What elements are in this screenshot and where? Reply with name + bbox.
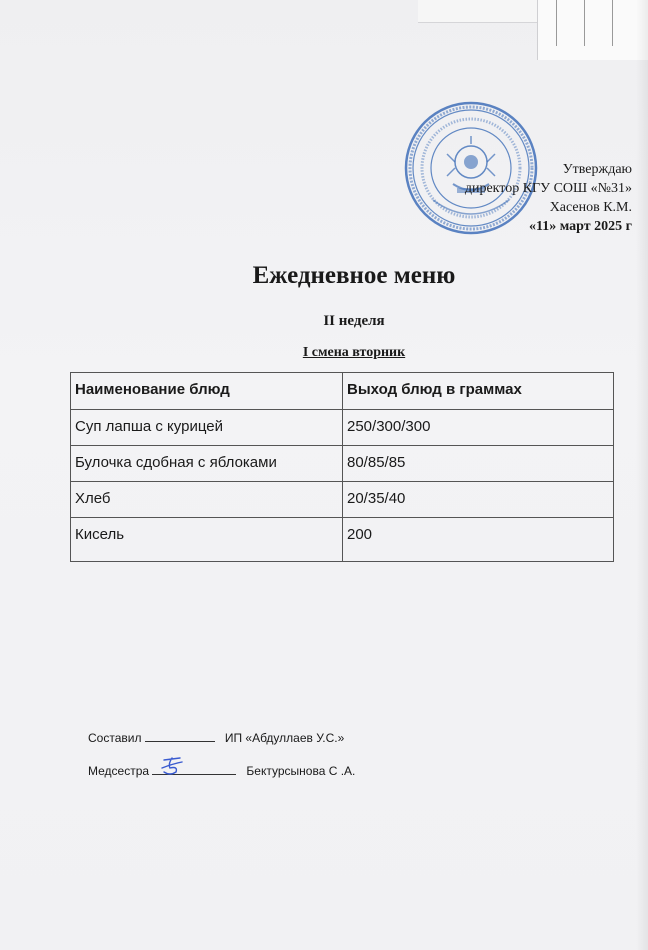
column-header-dish: Наименование блюд — [71, 373, 343, 410]
handwritten-signature-icon — [158, 752, 188, 778]
nurse-label: Медсестра — [88, 764, 150, 778]
page-title: Ежедневное меню — [252, 262, 456, 289]
dish-name: Суп лапша с курицей — [71, 410, 343, 446]
approval-block — [465, 160, 632, 236]
dish-yield: 20/35/40 — [343, 482, 614, 518]
table-header-row — [71, 373, 614, 410]
menu-table — [70, 372, 614, 562]
shift-label: I смена вторник — [302, 345, 406, 360]
composed-label: Составил — [88, 731, 142, 745]
page-shadow — [636, 0, 648, 950]
underlying-page-edge — [537, 0, 648, 60]
dish-name: Кисель — [71, 518, 343, 562]
approval-line: Утверждаю — [562, 162, 632, 177]
column-header-yield: Выход блюд в граммах — [343, 373, 614, 410]
week-label: II неделя — [323, 313, 385, 329]
table-row — [71, 410, 614, 446]
composed-by-line — [88, 731, 344, 745]
signature-blank — [145, 741, 215, 742]
dish-name: Булочка сдобная с яблоками — [71, 446, 343, 482]
nurse-line — [88, 764, 355, 778]
approval-position: директор КГУ СОШ «№31» — [464, 181, 632, 196]
approval-director-name: Хасенов К.М. — [549, 200, 632, 215]
dish-yield: 250/300/300 — [343, 410, 614, 446]
table-row — [71, 482, 614, 518]
approval-date: «11» март 2025 г — [528, 219, 632, 234]
dish-yield: 80/85/85 — [343, 446, 614, 482]
table-row — [71, 518, 614, 562]
dish-name: Хлеб — [71, 482, 343, 518]
composed-name: ИП «Абдуллаев У.С.» — [224, 731, 345, 745]
dish-yield: 200 — [343, 518, 614, 562]
nurse-name: Бектурсынова С .А. — [246, 764, 356, 778]
table-row — [71, 446, 614, 482]
